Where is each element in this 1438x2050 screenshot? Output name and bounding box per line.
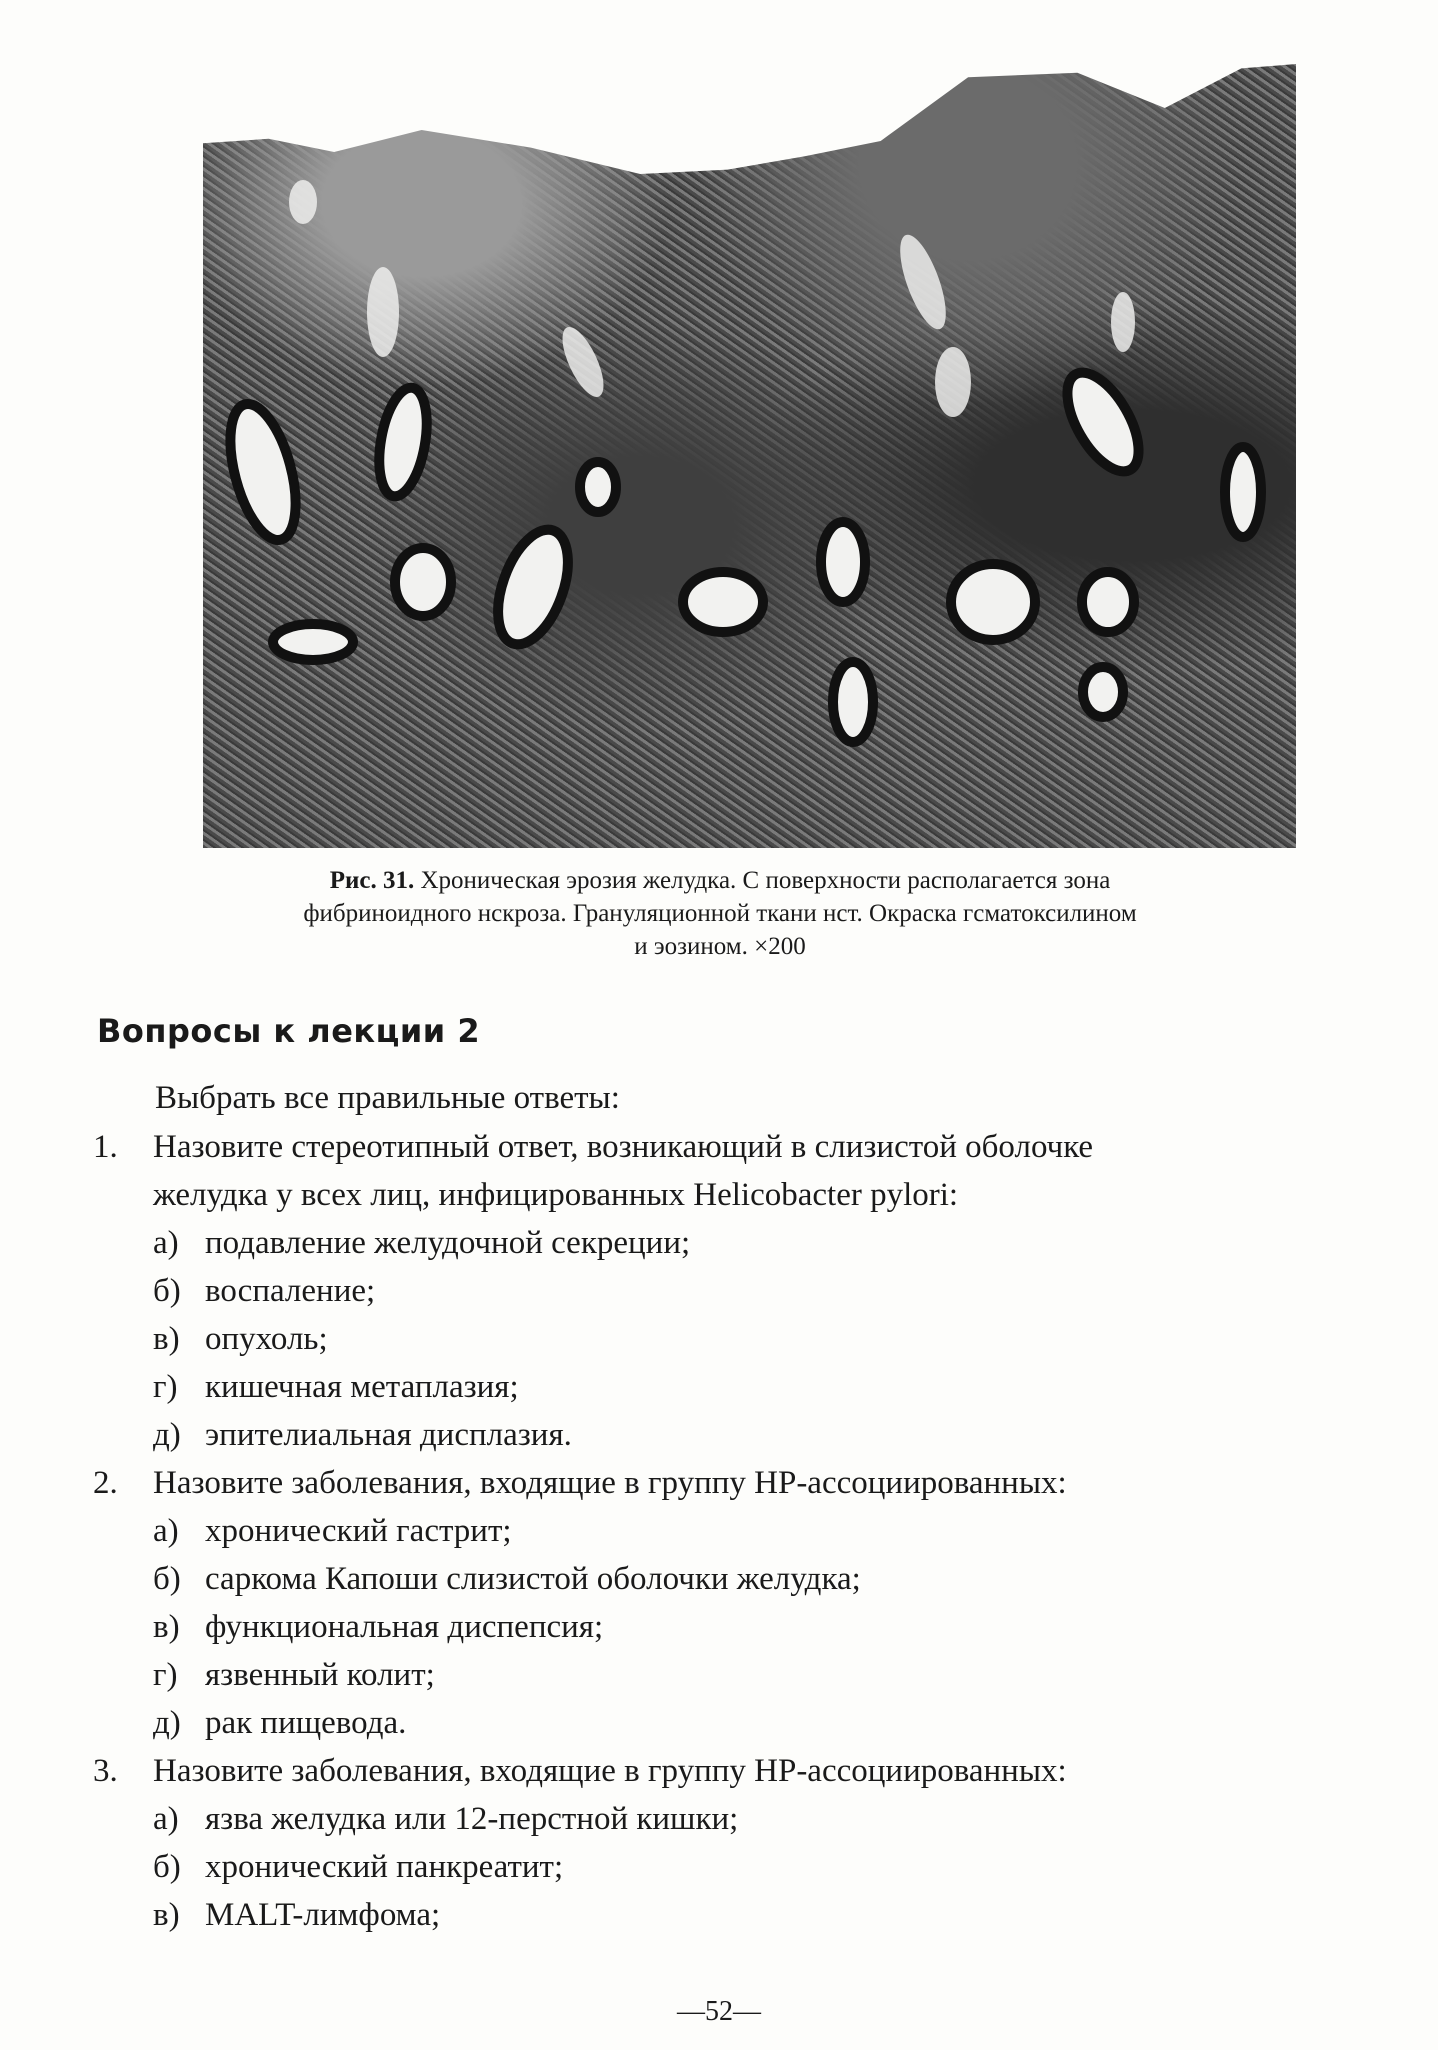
caption-line-3: и эозином. ×200 — [634, 933, 806, 960]
question-text: желудка у всех лиц, инфицированных Helicobacter pylori: — [153, 1177, 959, 1213]
option-letter: в) — [153, 1897, 180, 1933]
figure-caption — [150, 864, 1290, 963]
page-number-value: 52 — [705, 1996, 733, 2027]
question-3 — [93, 1747, 1343, 1795]
answer-option — [153, 1411, 1343, 1459]
option-text: эпителиальная дисплазия. — [205, 1417, 572, 1453]
option-letter: д) — [153, 1705, 181, 1741]
question-number: 3. — [93, 1753, 118, 1789]
section-title: Вопросы к лекции 2 — [97, 1012, 481, 1050]
caption-line-2: фибриноидного нскроза. Грануляционной ткани нст. Окраска гсматоксилином — [303, 900, 1137, 927]
option-text: язвенный колит; — [205, 1657, 435, 1693]
option-letter: б) — [153, 1561, 181, 1597]
answer-option — [153, 1219, 1343, 1267]
instruction-text: Выбрать все правильные ответы: — [155, 1080, 620, 1116]
option-text: рак пищевода. — [205, 1705, 407, 1741]
option-letter: б) — [153, 1273, 181, 1309]
page-number: —52— — [677, 1996, 761, 2027]
option-text: подавление желудочной секреции; — [205, 1225, 691, 1261]
histology-micrograph — [203, 42, 1296, 848]
answer-option — [153, 1843, 1343, 1891]
question-number: 2. — [93, 1465, 118, 1501]
option-text: воспаление; — [205, 1273, 376, 1309]
answer-option — [153, 1603, 1343, 1651]
option-letter: а) — [153, 1801, 179, 1837]
option-letter: г) — [153, 1369, 178, 1405]
answer-option — [153, 1651, 1343, 1699]
option-text: кишечная метаплазия; — [205, 1369, 519, 1405]
question-1 — [93, 1123, 1343, 1219]
answer-option — [153, 1363, 1343, 1411]
answer-option — [153, 1315, 1343, 1363]
question-number: 1. — [93, 1129, 118, 1165]
answer-option — [153, 1795, 1343, 1843]
caption-label: Рис. 31. — [329, 867, 415, 894]
option-text: функциональная диспепсия; — [205, 1609, 604, 1645]
question-2 — [93, 1459, 1343, 1507]
answer-option — [153, 1267, 1343, 1315]
option-letter: д) — [153, 1417, 181, 1453]
option-text: язва желудка или 12-перстной кишки; — [205, 1801, 739, 1837]
option-text: хронический панкреатит; — [205, 1849, 564, 1885]
option-letter: а) — [153, 1225, 179, 1261]
question-text: Назовите заболевания, входящие в группу НР-ассоциированных: — [153, 1753, 1067, 1789]
option-text: опухоль; — [205, 1321, 328, 1357]
answer-option — [153, 1699, 1343, 1747]
answer-option — [153, 1507, 1343, 1555]
answer-option — [153, 1891, 1343, 1939]
option-letter: а) — [153, 1513, 179, 1549]
option-letter: в) — [153, 1609, 180, 1645]
caption-line-1: Хроническая эрозия желудка. С поверхности располагается зона — [420, 867, 1111, 894]
answer-option — [153, 1555, 1343, 1603]
question-list — [93, 1123, 1343, 1939]
option-letter: в) — [153, 1321, 180, 1357]
question-text: Назовите стереотипный ответ, возникающий в слизистой оболочке — [153, 1129, 1094, 1165]
option-letter: г) — [153, 1657, 178, 1693]
question-text: Назовите заболевания, входящие в группу НР-ассоциированных: — [153, 1465, 1067, 1501]
option-text: хронический гастрит; — [205, 1513, 512, 1549]
option-letter: б) — [153, 1849, 181, 1885]
option-text: саркома Капоши слизистой оболочки желудка; — [205, 1561, 861, 1597]
option-text: MALT-лимфома; — [205, 1897, 441, 1933]
